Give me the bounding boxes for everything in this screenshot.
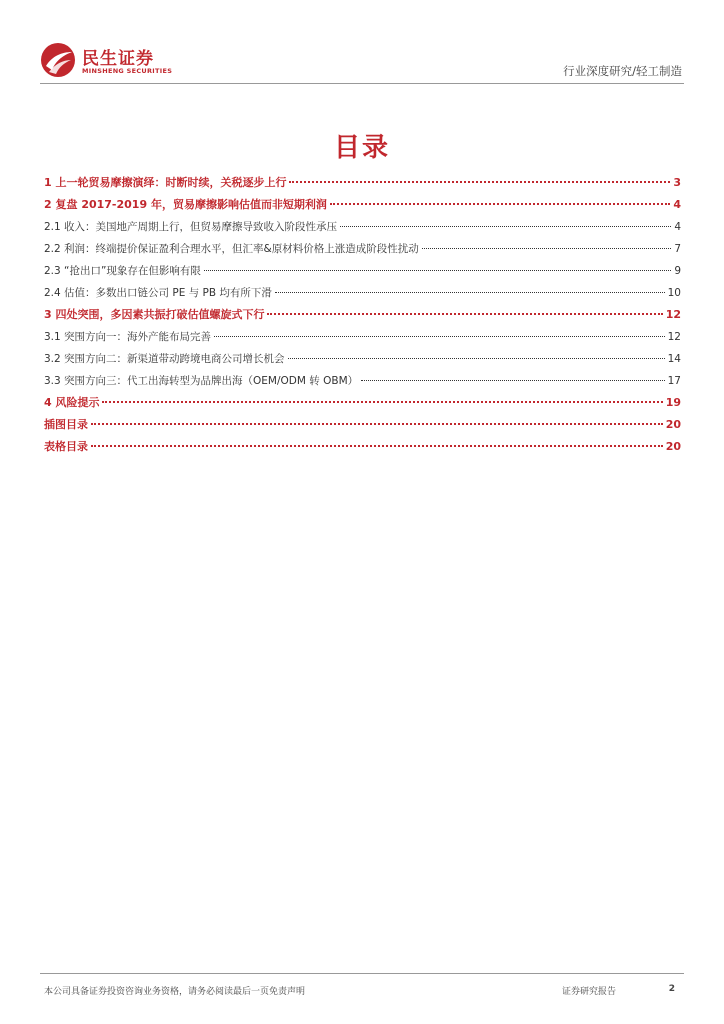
toc-dot-leader <box>275 292 665 293</box>
toc-entry-title: 2.4 估值：多数出口链公司 PE 与 PB 均有所下滑 <box>44 287 272 299</box>
toc-entry-title: 插图目录 <box>44 418 88 431</box>
toc-entry-page: 20 <box>665 418 681 431</box>
toc-dot-leader <box>91 445 663 447</box>
toc-entry-page: 19 <box>665 396 681 409</box>
logo-chinese-name: 民生证券 <box>82 49 154 69</box>
toc-dot-leader <box>330 203 670 205</box>
minsheng-logo-icon <box>40 42 76 78</box>
toc-entry-page: 4 <box>674 221 681 233</box>
toc-entry-page: 20 <box>665 440 681 453</box>
logo-english-name: MINSHENG SECURITIES <box>82 67 173 75</box>
toc-entry[interactable] <box>44 414 681 436</box>
toc-entry-page: 7 <box>674 243 681 255</box>
toc-title: 目录 <box>333 133 390 163</box>
toc-entry-page: 9 <box>674 265 681 277</box>
toc-dot-leader <box>361 380 664 381</box>
toc-entry[interactable] <box>44 304 681 326</box>
toc-entry-title: 表格目录 <box>44 440 88 453</box>
toc-entry-title: 1 上一轮贸易摩擦演绎：时断时续，关税逐步上行 <box>44 176 287 189</box>
toc-entry-page: 10 <box>667 287 681 299</box>
toc-entry[interactable] <box>44 282 681 304</box>
toc-dot-leader <box>289 181 670 183</box>
toc-entry-page: 4 <box>673 198 681 211</box>
footer-divider <box>40 973 684 974</box>
toc-entry-title: 3.1 突围方向一：海外产能布局完善 <box>44 331 212 343</box>
toc-entry[interactable] <box>44 238 681 260</box>
toc-entry[interactable] <box>44 172 681 194</box>
toc-dot-leader <box>422 248 672 249</box>
toc-entry-page: 17 <box>667 375 681 387</box>
toc-dot-leader <box>267 313 662 315</box>
toc-entry[interactable] <box>44 216 681 238</box>
footer-disclaimer: 本公司具备证券投资咨询业务资格，请务必阅读最后一页免责声明 <box>44 987 306 997</box>
company-logo <box>40 40 180 80</box>
toc-entry-title: 3.2 突围方向二：新渠道带动跨境电商公司增长机会 <box>44 353 285 365</box>
toc-entry[interactable] <box>44 348 681 370</box>
toc-entry-title: 2.1 收入：美国地产周期上行，但贸易摩擦导致收入阶段性承压 <box>44 221 338 233</box>
toc-entry[interactable] <box>44 370 681 392</box>
toc-entry[interactable] <box>44 260 681 282</box>
toc-dot-leader <box>102 401 662 403</box>
toc-entry-title: 4 风险提示 <box>44 396 100 409</box>
toc-entry-title: 3.3 突围方向三：代工出海转型为品牌出海（OEM/ODM 转 OBM） <box>44 375 359 387</box>
toc-dot-leader <box>288 358 665 359</box>
toc-dot-leader <box>340 226 671 227</box>
toc-entry[interactable] <box>44 436 681 458</box>
toc-entry-page: 3 <box>673 176 681 189</box>
toc-dot-leader <box>204 270 671 271</box>
toc-entry[interactable] <box>44 326 681 348</box>
toc-entry-page: 12 <box>665 308 681 321</box>
toc-entry-page: 14 <box>667 353 681 365</box>
footer-report-type: 证券研究报告 <box>562 987 617 997</box>
table-of-contents <box>44 172 681 458</box>
toc-dot-leader <box>214 336 665 337</box>
toc-entry[interactable] <box>44 392 681 414</box>
toc-entry-title: 2.2 利润：终端提价保证盈利合理水平，但汇率&原材料价格上涨造成阶段性扰动 <box>44 243 419 255</box>
header-divider <box>40 83 684 84</box>
toc-entry[interactable] <box>44 194 681 216</box>
toc-dot-leader <box>91 423 663 425</box>
toc-entry-title: 2 复盘 2017-2019 年，贸易摩擦影响估值而非短期利润 <box>44 198 327 211</box>
toc-entry-title: 2.3 “抢出口”现象存在但影响有限 <box>44 265 201 277</box>
report-category: 行业深度研究/轻工制造 <box>563 64 682 78</box>
page-number: 2 <box>668 984 675 994</box>
toc-entry-title: 3 四处突围，多因素共振打破估值螺旋式下行 <box>44 308 265 321</box>
toc-entry-page: 12 <box>667 331 681 343</box>
